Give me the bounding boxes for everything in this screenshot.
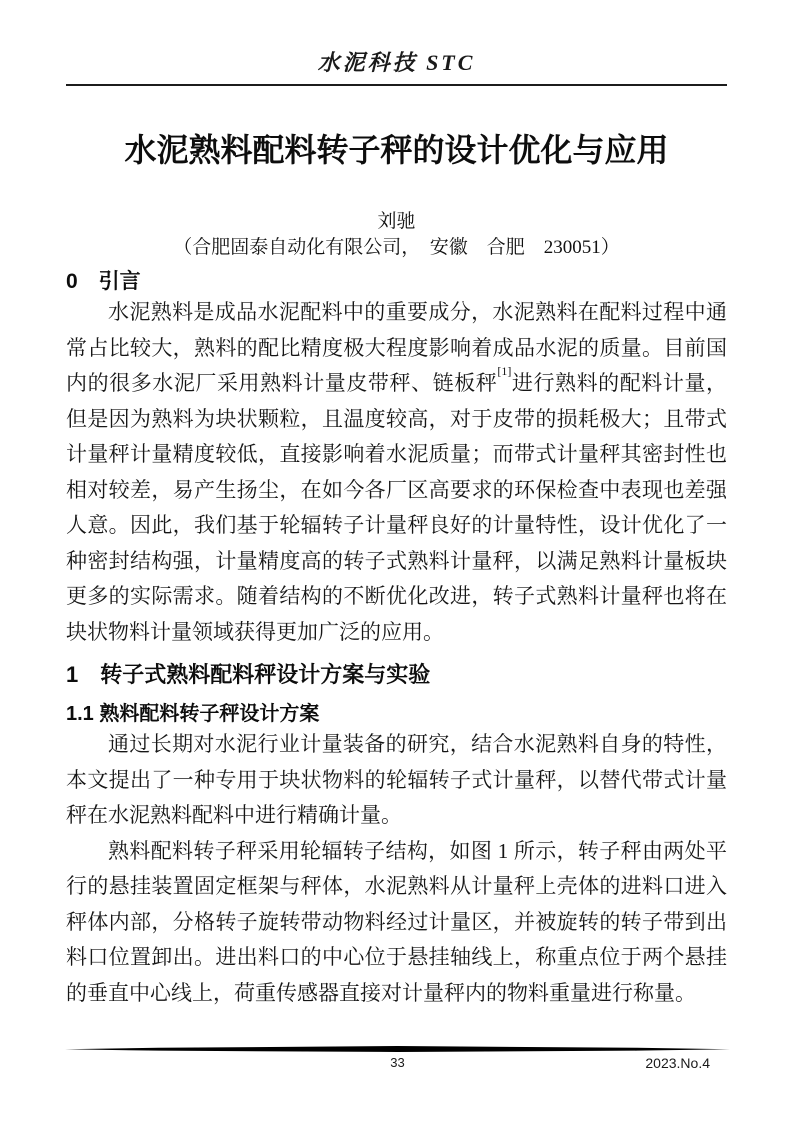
- article-author: 刘驰: [377, 211, 416, 232]
- citation-ref-1: [1]: [497, 364, 512, 379]
- section-1-heading: 1 转子式熟料配料秤设计方案与实验: [66, 662, 431, 687]
- page-number: 33: [390, 1055, 405, 1070]
- journal-header: [66, 0, 727, 86]
- intro-text-before-citation: 水泥熟料是成品水泥配料中的重要成分，水泥熟料在配料过程中通常占比较大，熟料的配比精度极大程度影响着成品水泥的质量。目前国内的很多水泥厂采用熟料计量皮带秤、链板秤: [66, 300, 727, 395]
- header-rule: [66, 84, 727, 86]
- intro-paragraph: [66, 295, 727, 650]
- page-footer: [65, 1046, 730, 1075]
- article-title: 水泥熟料配料转子秤的设计优化与应用: [124, 132, 669, 168]
- journal-name: 水泥科技 STC: [317, 50, 476, 75]
- section-1-1-heading: 1.1 熟料配料转子秤设计方案: [66, 703, 320, 725]
- design-paragraph-1: 通过长期对水泥行业计量装备的研究，结合水泥熟料自身的特性，本文提出了一种专用于块状物料的轮辐转子式计量秤，以替代带式计量秤在水泥熟料配料中进行精确计量。: [66, 732, 727, 827]
- article-body: [66, 130, 727, 1011]
- footer-row: [65, 1055, 730, 1075]
- issue-label: 2023.No.4: [645, 1055, 710, 1071]
- footer-rule: [65, 1046, 730, 1052]
- intro-text-after-citation: 进行熟料的配料计量，但是因为熟料为块状颗粒，且温度较高，对于皮带的损耗极大；且带式计量秤计量精度较低，直接影响着水泥质量；而带式计量秤其密封性也相对较差，易产生扬尘，在如今各厂区高要求的环保检查中表现也差强人意。因此，我们基于轮辐转子计量秤良好的计量特性，设计优化了一种密封结构强，计量精度高的转子式熟料计量秤，以满足熟料计量板块更多的实际需求。随着结构的不断优化改进，转子式熟料计量秤也将在块状物料计量领域获得更加广泛的应用。: [66, 371, 728, 644]
- design-paragraph-2: 熟料配料转子秤采用轮辐转子结构，如图 1 所示，转子秤由两处平行的悬挂装置固定框架与秤体，水泥熟料从计量秤上壳体的进料口进入秤体内部，分格转子旋转带动物料经过计量区，并被旋转的转子带到出料口位置卸出。进出料口的中心位于悬挂轴线上，称重点位于两个悬挂的垂直中心线上，荷重传感器直接对计量秤内的物料重量进行称量。: [66, 838, 727, 1005]
- section-0-heading: 0 引言: [66, 270, 141, 293]
- article-affiliation: （合肥固泰自动化有限公司， 安徽 合肥 230051）: [173, 237, 620, 258]
